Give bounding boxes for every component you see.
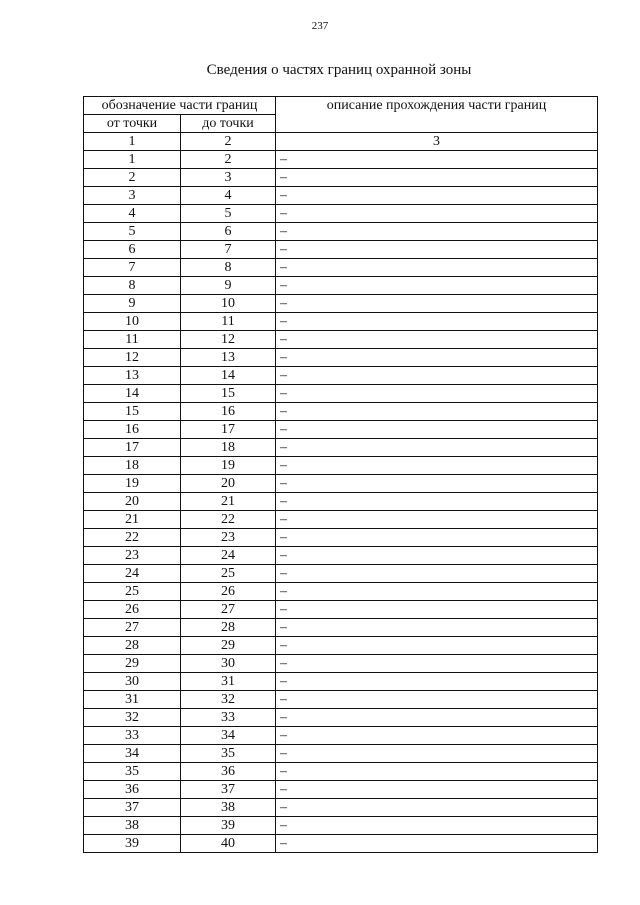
table-row: [84, 403, 598, 421]
table-row: [84, 241, 598, 259]
table-row: [84, 511, 598, 529]
table-row: [84, 169, 598, 187]
from-point-cell: 24: [84, 565, 181, 583]
description-cell: –: [276, 529, 598, 547]
description-cell: –: [276, 601, 598, 619]
from-point-cell: 16: [84, 421, 181, 439]
table-row: [84, 205, 598, 223]
table-row: [84, 709, 598, 727]
to-point-cell: 17: [181, 421, 276, 439]
table-row: [84, 583, 598, 601]
from-point-cell: 14: [84, 385, 181, 403]
from-point-cell: 28: [84, 637, 181, 655]
description-cell: –: [276, 835, 598, 853]
table-row: [84, 835, 598, 853]
table-row: [84, 439, 598, 457]
to-point-cell: 22: [181, 511, 276, 529]
to-point-cell: 14: [181, 367, 276, 385]
to-point-cell: 28: [181, 619, 276, 637]
from-point-cell: 25: [84, 583, 181, 601]
description-cell: –: [276, 781, 598, 799]
to-point-cell: 20: [181, 475, 276, 493]
from-point-cell: 20: [84, 493, 181, 511]
description-cell: –: [276, 493, 598, 511]
from-point-cell: 19: [84, 475, 181, 493]
from-point-cell: 6: [84, 241, 181, 259]
to-point-cell: 21: [181, 493, 276, 511]
description-cell: –: [276, 619, 598, 637]
description-cell: –: [276, 583, 598, 601]
from-point-cell: 8: [84, 277, 181, 295]
document-title: Сведения о частях границ охранной зоны: [206, 62, 472, 78]
to-point-cell: 3: [181, 169, 276, 187]
header-row-1: [84, 97, 598, 115]
from-point-cell: 32: [84, 709, 181, 727]
from-point-cell: 1: [84, 151, 181, 169]
description-cell: –: [276, 331, 598, 349]
table-row: [84, 727, 598, 745]
to-point-cell: 6: [181, 223, 276, 241]
from-point-cell: 34: [84, 745, 181, 763]
table-row: [84, 799, 598, 817]
description-cell: –: [276, 223, 598, 241]
description-cell: –: [276, 817, 598, 835]
description-cell: –: [276, 763, 598, 781]
table-row: [84, 529, 598, 547]
table-row: [84, 313, 598, 331]
to-point-cell: 36: [181, 763, 276, 781]
table-row: [84, 457, 598, 475]
description-cell: –: [276, 403, 598, 421]
description-cell: –: [276, 295, 598, 313]
header-from-point: от точки: [84, 115, 181, 133]
to-point-cell: 33: [181, 709, 276, 727]
to-point-cell: 19: [181, 457, 276, 475]
description-cell: –: [276, 277, 598, 295]
column-number-3: 3: [276, 133, 598, 151]
description-cell: –: [276, 745, 598, 763]
to-point-cell: 29: [181, 637, 276, 655]
from-point-cell: 38: [84, 817, 181, 835]
to-point-cell: 9: [181, 277, 276, 295]
table-row: [84, 187, 598, 205]
from-point-cell: 18: [84, 457, 181, 475]
description-cell: –: [276, 547, 598, 565]
to-point-cell: 5: [181, 205, 276, 223]
from-point-cell: 2: [84, 169, 181, 187]
to-point-cell: 39: [181, 817, 276, 835]
table-row: [84, 223, 598, 241]
table-row: [84, 619, 598, 637]
table-row: [84, 367, 598, 385]
from-point-cell: 30: [84, 673, 181, 691]
description-cell: –: [276, 565, 598, 583]
description-cell: –: [276, 655, 598, 673]
description-cell: –: [276, 439, 598, 457]
table-row: [84, 763, 598, 781]
description-cell: –: [276, 187, 598, 205]
to-point-cell: 18: [181, 439, 276, 457]
description-cell: –: [276, 349, 598, 367]
table-row: [84, 547, 598, 565]
from-point-cell: 13: [84, 367, 181, 385]
from-point-cell: 31: [84, 691, 181, 709]
from-point-cell: 17: [84, 439, 181, 457]
description-cell: –: [276, 367, 598, 385]
from-point-cell: 35: [84, 763, 181, 781]
to-point-cell: 34: [181, 727, 276, 745]
page-number: 237: [311, 20, 329, 32]
table-row: [84, 421, 598, 439]
to-point-cell: 26: [181, 583, 276, 601]
to-point-cell: 37: [181, 781, 276, 799]
table-row: [84, 331, 598, 349]
from-point-cell: 5: [84, 223, 181, 241]
from-point-cell: 11: [84, 331, 181, 349]
to-point-cell: 38: [181, 799, 276, 817]
column-number-1: 1: [84, 133, 181, 151]
from-point-cell: 37: [84, 799, 181, 817]
to-point-cell: 16: [181, 403, 276, 421]
to-point-cell: 31: [181, 673, 276, 691]
to-point-cell: 30: [181, 655, 276, 673]
to-point-cell: 25: [181, 565, 276, 583]
description-cell: –: [276, 241, 598, 259]
table-row: [84, 259, 598, 277]
to-point-cell: 13: [181, 349, 276, 367]
column-number-2: 2: [181, 133, 276, 151]
table-row: [84, 745, 598, 763]
description-cell: –: [276, 511, 598, 529]
header-description: описание прохождения части границ: [276, 97, 598, 133]
to-point-cell: 40: [181, 835, 276, 853]
boundary-parts-table: [83, 96, 598, 853]
table-row: [84, 781, 598, 799]
description-cell: –: [276, 691, 598, 709]
to-point-cell: 10: [181, 295, 276, 313]
to-point-cell: 7: [181, 241, 276, 259]
table-row: [84, 565, 598, 583]
to-point-cell: 24: [181, 547, 276, 565]
description-cell: –: [276, 709, 598, 727]
to-point-cell: 32: [181, 691, 276, 709]
header-boundary-part: обозначение части границ: [84, 97, 276, 115]
description-cell: –: [276, 475, 598, 493]
to-point-cell: 4: [181, 187, 276, 205]
to-point-cell: 27: [181, 601, 276, 619]
description-cell: –: [276, 637, 598, 655]
table-row: [84, 691, 598, 709]
to-point-cell: 15: [181, 385, 276, 403]
description-cell: –: [276, 205, 598, 223]
from-point-cell: 33: [84, 727, 181, 745]
column-number-row: [84, 133, 598, 151]
to-point-cell: 35: [181, 745, 276, 763]
table-row: [84, 151, 598, 169]
table-row: [84, 601, 598, 619]
from-point-cell: 3: [84, 187, 181, 205]
table-row: [84, 349, 598, 367]
table-row: [84, 655, 598, 673]
table-row: [84, 637, 598, 655]
header-to-point: до точки: [181, 115, 276, 133]
table-row: [84, 493, 598, 511]
to-point-cell: 12: [181, 331, 276, 349]
to-point-cell: 11: [181, 313, 276, 331]
from-point-cell: 36: [84, 781, 181, 799]
from-point-cell: 23: [84, 547, 181, 565]
to-point-cell: 8: [181, 259, 276, 277]
description-cell: –: [276, 457, 598, 475]
description-cell: –: [276, 151, 598, 169]
table-row: [84, 277, 598, 295]
description-cell: –: [276, 799, 598, 817]
from-point-cell: 27: [84, 619, 181, 637]
to-point-cell: 2: [181, 151, 276, 169]
table-row: [84, 817, 598, 835]
from-point-cell: 7: [84, 259, 181, 277]
description-cell: –: [276, 259, 598, 277]
table-row: [84, 295, 598, 313]
description-cell: –: [276, 727, 598, 745]
from-point-cell: 22: [84, 529, 181, 547]
from-point-cell: 26: [84, 601, 181, 619]
table-row: [84, 385, 598, 403]
from-point-cell: 9: [84, 295, 181, 313]
description-cell: –: [276, 385, 598, 403]
description-cell: –: [276, 673, 598, 691]
to-point-cell: 23: [181, 529, 276, 547]
from-point-cell: 4: [84, 205, 181, 223]
from-point-cell: 29: [84, 655, 181, 673]
description-cell: –: [276, 421, 598, 439]
from-point-cell: 15: [84, 403, 181, 421]
from-point-cell: 10: [84, 313, 181, 331]
table-row: [84, 673, 598, 691]
table-row: [84, 475, 598, 493]
from-point-cell: 21: [84, 511, 181, 529]
from-point-cell: 12: [84, 349, 181, 367]
from-point-cell: 39: [84, 835, 181, 853]
description-cell: –: [276, 313, 598, 331]
description-cell: –: [276, 169, 598, 187]
